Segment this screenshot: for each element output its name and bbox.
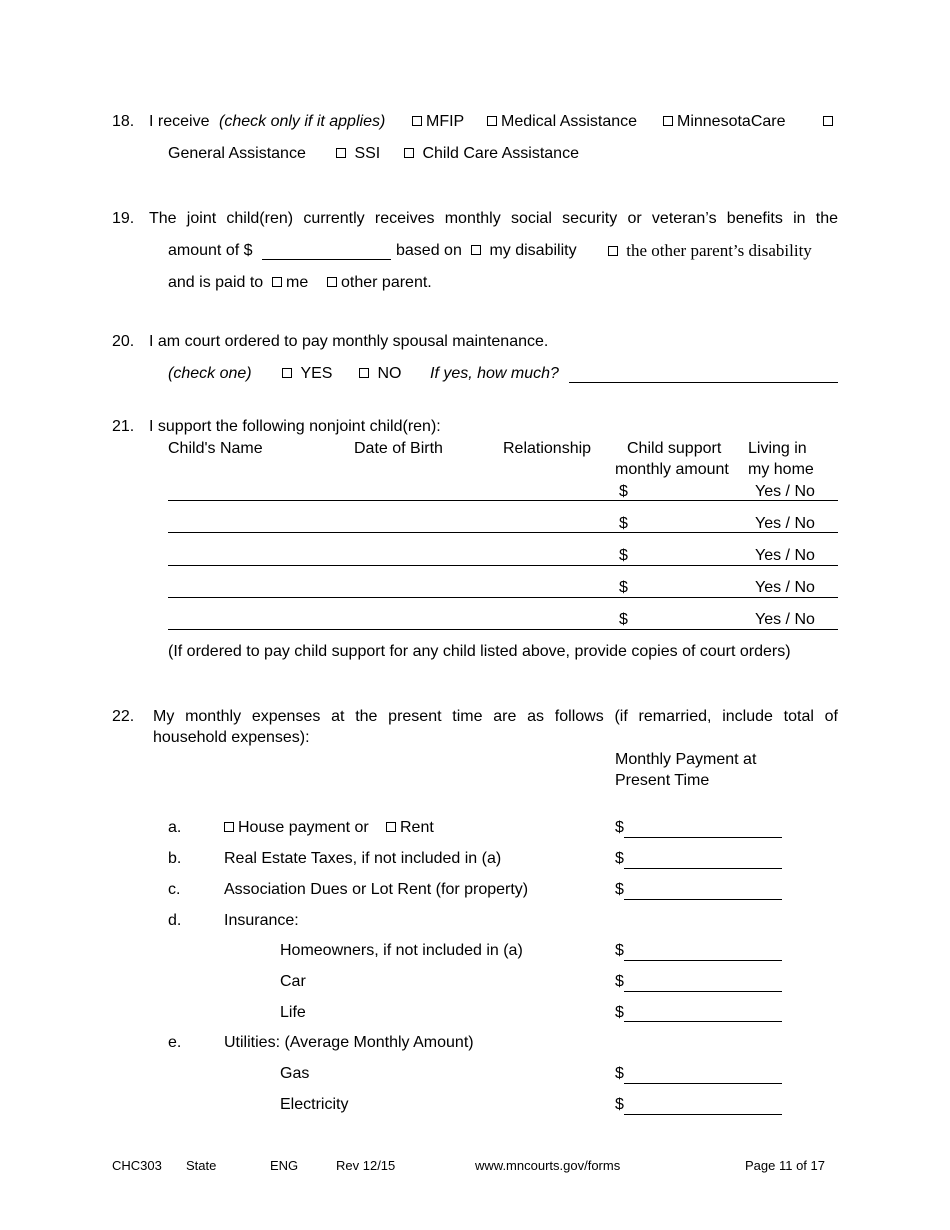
q20-number: 20.	[112, 333, 135, 350]
item-e-letter: e.	[168, 1034, 182, 1051]
item-b-amount-field[interactable]	[624, 868, 782, 869]
q18-checkbox-general-assistance[interactable]	[823, 112, 837, 132]
item-d-label: Insurance:	[224, 912, 299, 929]
q21-header-relationship: Relationship	[503, 440, 592, 457]
checkbox-icon[interactable]	[224, 822, 234, 832]
q19-based-on: based on	[396, 242, 462, 259]
q19-amount-field[interactable]	[262, 259, 391, 260]
item-d-letter: d.	[168, 912, 182, 929]
q18-hint: (check only if it applies)	[219, 113, 386, 130]
q21-number: 21.	[112, 418, 135, 435]
q18-option-general-assistance-label: General Assistance	[168, 145, 306, 162]
footer-url[interactable]: www.mncourts.gov/forms	[475, 1158, 621, 1173]
checkbox-icon[interactable]	[359, 368, 369, 378]
checkbox-icon[interactable]	[404, 148, 414, 158]
q22-number: 22.	[112, 708, 135, 725]
item-d-homeowners-dollar: $	[615, 942, 624, 959]
q21-header-dob: Date of Birth	[354, 440, 443, 457]
q21-text: I support the following nonjoint child(ren):	[149, 418, 441, 435]
item-a-house[interactable]: House payment or	[224, 818, 369, 838]
row-yes-no[interactable]: Yes / No	[755, 515, 815, 532]
row-line[interactable]	[168, 565, 838, 566]
item-e-gas-field[interactable]	[624, 1083, 782, 1084]
row-line[interactable]	[168, 500, 838, 501]
q20-text: I am court ordered to pay monthly spousal maintenance.	[149, 333, 549, 350]
row-dollar: $	[619, 547, 628, 564]
checkbox-icon[interactable]	[487, 116, 497, 126]
q18-intro: I receive	[149, 113, 210, 130]
q22-line2: household expenses):	[153, 729, 310, 746]
row-dollar: $	[619, 515, 628, 532]
q20-amount-field[interactable]	[569, 382, 838, 383]
item-e-gas-dollar: $	[615, 1065, 624, 1082]
item-e-label: Utilities: (Average Monthly Amount)	[224, 1034, 474, 1051]
item-c-letter: c.	[168, 881, 181, 898]
item-d-life: Life	[280, 1004, 306, 1021]
row-dollar: $	[619, 483, 628, 500]
q18-option-minnesotacare[interactable]: MinnesotaCare	[663, 112, 786, 132]
q20-if-yes: If yes, how much?	[430, 365, 559, 382]
q18-option-mfip[interactable]: MFIP	[412, 112, 464, 132]
row-yes-no[interactable]: Yes / No	[755, 611, 815, 628]
item-d-life-field[interactable]	[624, 1021, 782, 1022]
footer-page-number: Page 11 of 17	[745, 1158, 825, 1173]
item-b-letter: b.	[168, 850, 182, 867]
q19-number: 19.	[112, 210, 135, 227]
item-d-car: Car	[280, 973, 306, 990]
row-dollar: $	[619, 611, 628, 628]
checkbox-icon[interactable]	[663, 116, 673, 126]
q22-col-header-2: Present Time	[615, 772, 710, 789]
item-e-electricity-field[interactable]	[624, 1114, 782, 1115]
q19-option-other-parent[interactable]: other parent.	[327, 273, 432, 293]
q19-paid-to: and is paid to	[168, 274, 264, 291]
checkbox-icon[interactable]	[471, 245, 481, 255]
footer-state: State	[186, 1158, 217, 1173]
item-c-label: Association Dues or Lot Rent (for property)	[224, 881, 529, 898]
item-e-electricity-dollar: $	[615, 1096, 624, 1113]
item-b-label: Real Estate Taxes, if not included in (a)	[224, 850, 502, 867]
row-line[interactable]	[168, 597, 838, 598]
item-e-gas: Gas	[280, 1065, 310, 1082]
item-c-dollar: $	[615, 881, 624, 898]
q20-option-yes[interactable]: YES	[282, 364, 332, 384]
row-dollar: $	[619, 579, 628, 596]
q19-option-other-disability[interactable]: the other parent’s disability	[608, 241, 812, 261]
footer-rev: Rev 12/15	[336, 1158, 396, 1173]
q22-line1: My monthly expenses at the present time are as follows (if remarried, include total of	[153, 708, 838, 725]
q18-option-child-care-assistance[interactable]: Child Care Assistance	[404, 144, 579, 164]
q20-check-one: (check one)	[168, 365, 252, 382]
checkbox-icon[interactable]	[282, 368, 292, 378]
row-yes-no[interactable]: Yes / No	[755, 579, 815, 596]
q21-header-living-1: Living in	[748, 440, 807, 457]
checkbox-icon[interactable]	[608, 246, 618, 256]
item-c-amount-field[interactable]	[624, 899, 782, 900]
checkbox-icon[interactable]	[412, 116, 422, 126]
footer-lang: ENG	[270, 1158, 299, 1173]
q19-option-me[interactable]: me	[272, 273, 308, 293]
q21-header-support-2: monthly amount	[615, 461, 729, 478]
checkbox-icon[interactable]	[327, 277, 337, 287]
q19-line1: The joint child(ren) currently receives monthly social security or veteran’s benefits in the	[149, 210, 838, 227]
q18-option-ssi[interactable]: SSI	[336, 144, 380, 164]
q21-header-support-1: Child support	[627, 440, 722, 457]
row-yes-no[interactable]: Yes / No	[755, 547, 815, 564]
item-d-car-dollar: $	[615, 973, 624, 990]
item-d-life-dollar: $	[615, 1004, 624, 1021]
item-a-amount-field[interactable]	[624, 837, 782, 838]
q19-option-my-disability[interactable]: my disability	[471, 241, 577, 261]
checkbox-icon[interactable]	[823, 116, 833, 126]
footer-form-code: CHC303	[112, 1158, 162, 1173]
row-yes-no[interactable]: Yes / No	[755, 483, 815, 500]
item-a-dollar: $	[615, 819, 624, 836]
q21-header-name: Child's Name	[168, 440, 263, 457]
q18-option-medical-assistance[interactable]: Medical Assistance	[487, 112, 637, 132]
checkbox-icon[interactable]	[386, 822, 396, 832]
q21-header-living-2: my home	[748, 461, 814, 478]
q20-option-no[interactable]: NO	[359, 364, 401, 384]
item-a-rent[interactable]: Rent	[386, 818, 434, 838]
item-b-dollar: $	[615, 850, 624, 867]
q19-amount-label: amount of $	[168, 242, 253, 259]
q21-note: (If ordered to pay child support for any child listed above, provide copies of court orders)	[168, 643, 791, 660]
item-d-car-field[interactable]	[624, 991, 782, 992]
q22-col-header-1: Monthly Payment at	[615, 751, 757, 768]
item-a-letter: a.	[168, 819, 182, 836]
q18-number: 18.	[112, 113, 135, 130]
checkbox-icon[interactable]	[336, 148, 346, 158]
row-line[interactable]	[168, 629, 838, 630]
row-line[interactable]	[168, 532, 838, 533]
item-e-electricity: Electricity	[280, 1096, 349, 1113]
checkbox-icon[interactable]	[272, 277, 282, 287]
item-d-homeowners: Homeowners, if not included in (a)	[280, 942, 523, 959]
item-d-homeowners-field[interactable]	[624, 960, 782, 961]
